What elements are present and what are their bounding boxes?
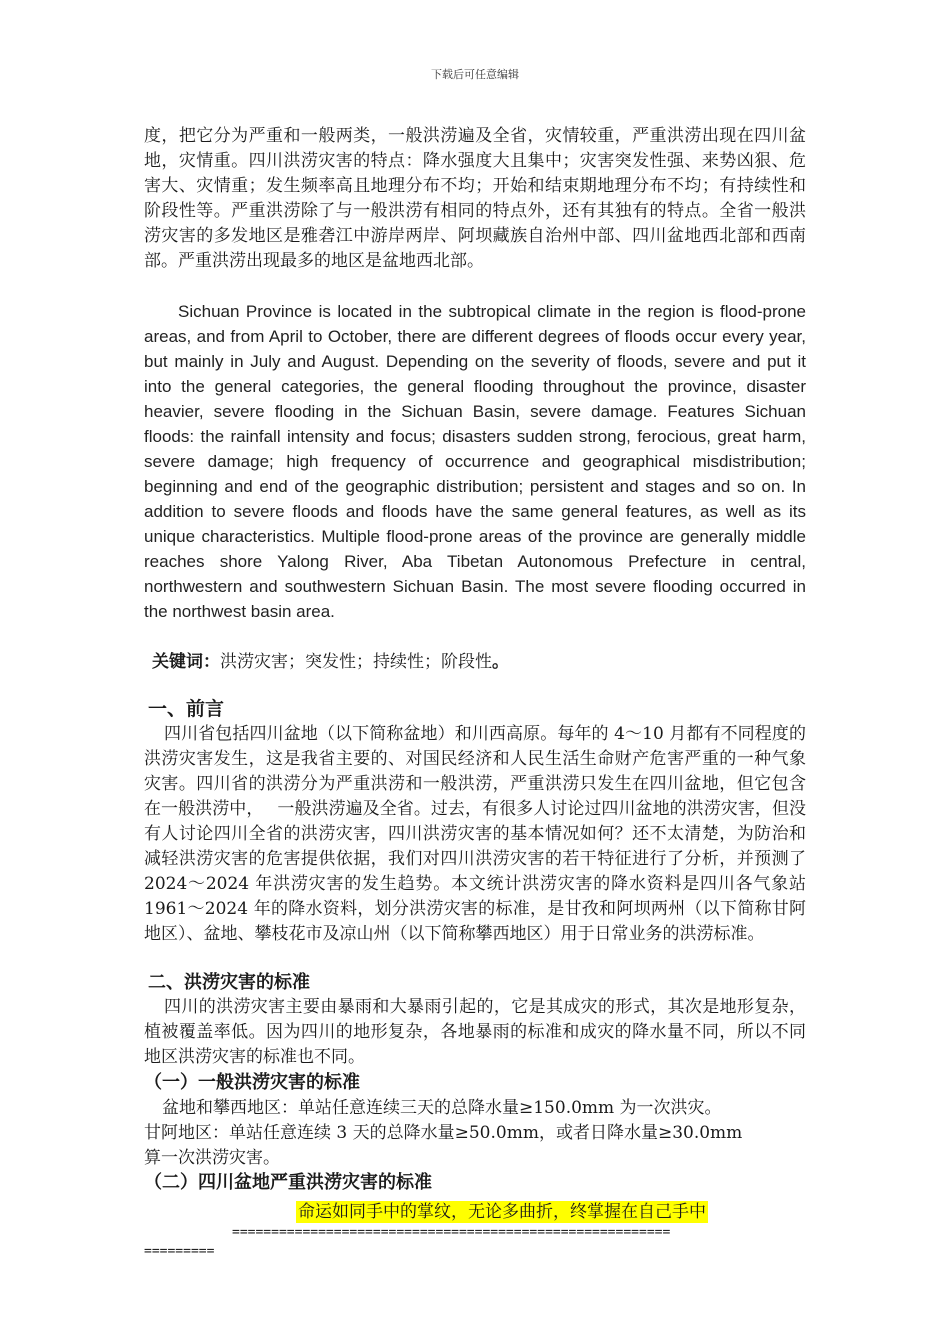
keywords-end: 。 [492, 652, 509, 672]
english-abstract-paragraph: Sichuan Province is located in the subtropical climate in the region is flood-prone areas, and from April to October, there are different degrees of floods occur every year, but mainly in July and August. Depending on the severity of floods, severe and put it into the general categories, the general flooding throughout the province, disaster heavier, severe flooding in the Sichuan Basin, severe damage. Features Sichuan floods: the rainfall intensity and focus; disasters sudden strong, ferocious, great harm, severe damage; high frequency of occurrence and geographical misdistribution; beginning and end of the geographic distribution; persistent and stages and so on. In addition to severe floods and floods have the same general features, as well as its unique characteristics. Multiple flood-prone areas of the province are generally middle reaches shore Yalong River, Aba Tibetan Autonomous Prefecture in central, northwestern and southwestern Sichuan Basin. The most severe flooding occurred in the northwest basin area. [144, 302, 806, 621]
keywords-text: 洪涝灾害；突发性；持续性；阶段性 [220, 652, 492, 672]
page-header: 下载后可任意编辑 [431, 68, 519, 81]
keywords-line [152, 650, 509, 675]
chinese-abstract-paragraph: 度，把它分为严重和一般两类，一般洪涝遍及全省，灾情较重，严重洪涝出现在四川盆地，灾情重。四川洪涝灾害的特点：降水强度大且集中；灾害突发性强、来势凶狠、危害大、灾情重；发生频率高且地理分布不均；开始和结束期地理分布不均；有持续性和阶段性等。严重洪涝除了与一般洪涝有相同的特点外，还有其独有的特点。全省一般洪涝灾害的多发地区是雅砻江中游岸两岸、阿坝藏族自治州中部、四川盆地西北部和西南部。严重洪涝出现最多的地区是盆地西北部。 [144, 126, 806, 271]
footer-rule-line-1: ======================================================== [232, 1225, 671, 1240]
footer-rule-line-2: ========= [144, 1244, 215, 1259]
section2-heading: 二、洪涝灾害的标准 [148, 972, 310, 993]
keywords-label: 关键词： [152, 652, 220, 672]
section1-heading: 一、前言 [148, 698, 225, 720]
section2-body: 四川的洪涝灾害主要由暴雨和大暴雨引起的，它是其成灾的形式，其次是地形复杂，植被覆盖率低。因为四川的地形复杂，各地暴雨的标准和成灾的降水量不同，所以不同地区洪涝灾害的标准也不同。 [144, 997, 806, 1067]
subsection1-heading: （一）一般洪涝灾害的标准 [144, 1072, 360, 1093]
subsection2-heading: （二）四川盆地严重洪涝灾害的标准 [144, 1172, 432, 1193]
standard-line-3: 算一次洪涝灾害。 [144, 1148, 280, 1168]
section1-body: 四川省包括四川盆地（以下简称盆地）和川西高原。每年的 4～10 月都有不同程度的洪涝灾害发生，这是我省主要的、对国民经济和人民生活生命财产危害严重的一种气象灾害。四川省的洪涝分为严重洪涝和一般洪涝，严重洪涝只发生在四川盆地，但它包含在一般洪涝中， 一般洪涝遍及全省。过去，有很多人讨论过四川盆地的洪涝灾害，但没有人讨论四川全省的洪涝灾害，四川洪涝灾害的基本情况如何？还不太清楚，为防治和减轻洪涝灾害的危害提供依据，我们对四川洪涝灾害的若干特征进行了分析，并预测了 2024～2024 年洪涝灾害的发生趋势。本文统计洪涝灾害的降水资料是四川各气象站 1961～2024 年的降水资料，划分洪涝灾害的标准，是甘孜和阿坝两州（以下简称甘阿地区）、盆地、攀枝花市及凉山州（以下简称攀西地区）用于日常业务的洪涝标准。 [144, 724, 806, 944]
footer-motto: 命运如同手中的掌纹，无论多曲折，终掌握在自己手中 [298, 1202, 706, 1222]
standard-line-2: 甘阿地区：单站任意连续 3 天的总降水量≥50.0mm，或者日降水量≥30.0mm [144, 1123, 743, 1143]
standard-line-1: 盆地和攀西地区：单站任意连续三天的总降水量≥150.0mm 为一次洪灾。 [162, 1098, 722, 1118]
